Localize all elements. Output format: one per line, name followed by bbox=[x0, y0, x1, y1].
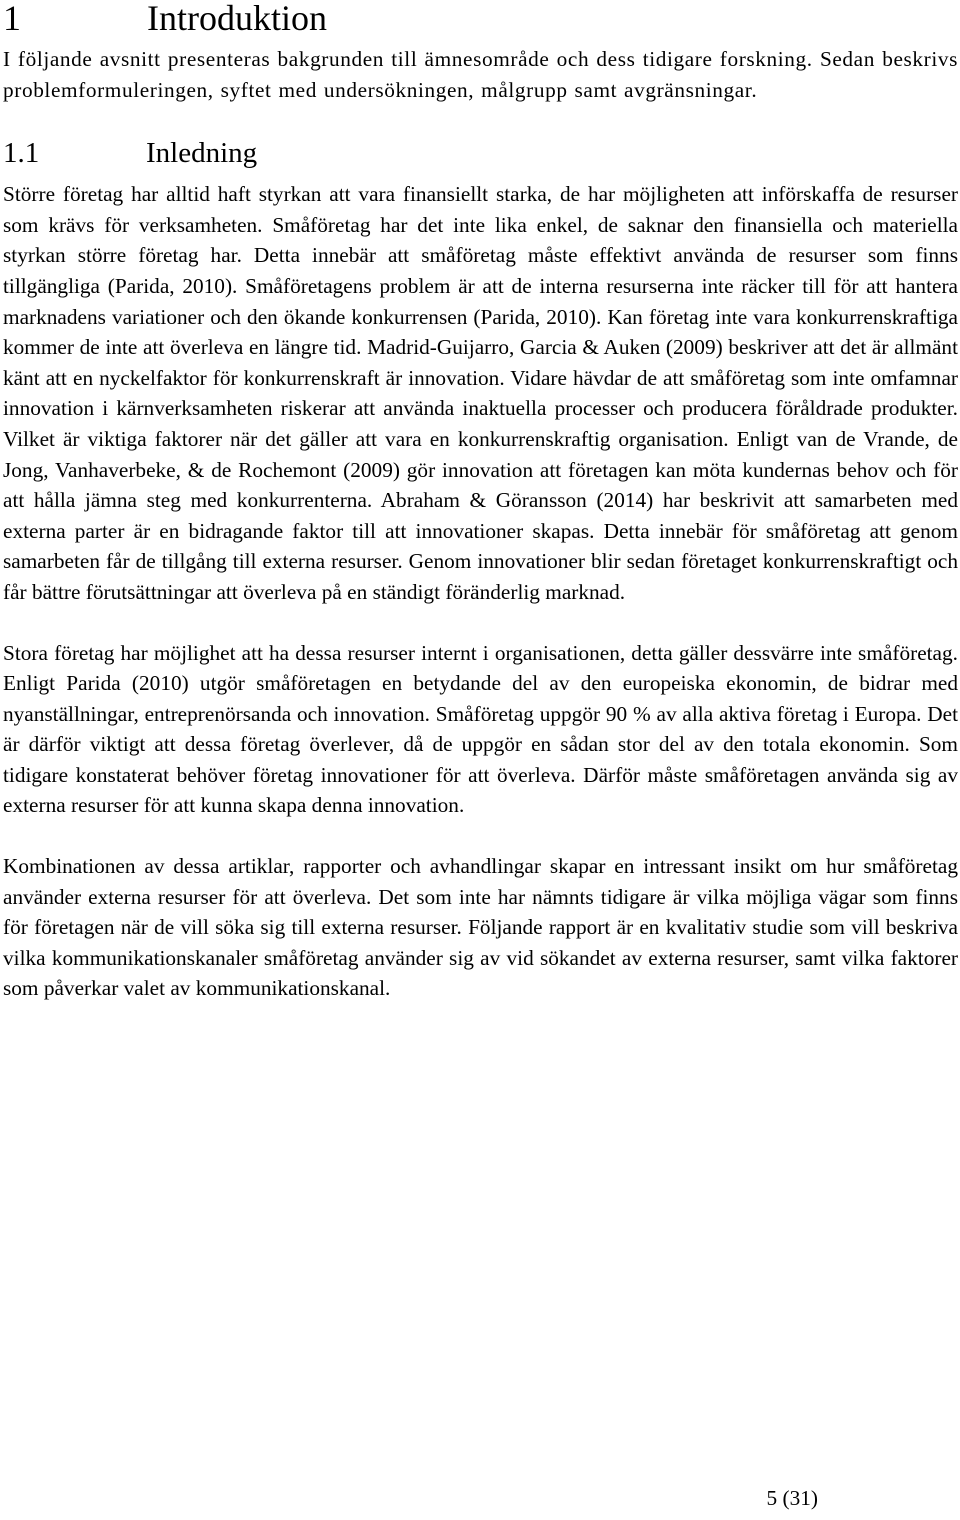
body-paragraph-1: Större företag har alltid haft styrkan att vara finansiellt starka, de har möjligheten att införskaffa de resurser som krävs för verksamheten. Småföretag har det inte lika enkel, de saknar den finansiella och materiella styrkan större företag har. Detta innebär att småföretag måste effektivt använda de resurser som finns tillgängliga (Parida, 2010). Småföretagens problem är att de interna resurserna inte räcker till för att hantera marknadens variationer och den ökande konkurrensen (Parida, 2010). Kan företag inte vara konkurrenskraftiga kommer de inte att överleva en längre tid. Madrid-Guijarro, Garcia & Auken (2009) beskriver att det är allmänt känt att en nyckelfaktor för konkurrenskraft är innovation. Vidare hävdar de att småföretag som inte omfamnar innovation i kärnverksamheten riskerar att använda inaktuella processer och producera föråldrade produkter. Vilket är viktiga faktorer när det gäller att vara en konkurrenskraftig organisation. Enligt van de Vrande, de Jong, Vanhaverbeke, & de Rochemont (2009) gör innovation att företagen kan möta kundernas behov och för att hålla jämna steg med konkurrenterna. Abraham & Göransson (2014) har beskrivit att samarbeten med externa parter är en bidragande faktor till att innovationer skapas. Detta innebär för småföretag att genom samarbeten får de tillgång till externa resurser. Genom innovationer blir sedan företaget konkurrenskraftigt och får bättre förutsättningar att överleva på en ständigt föränderlig marknad. bbox=[3, 182, 958, 604]
page-number: 5 (31) bbox=[766, 1486, 818, 1510]
subsection-title: Inledning bbox=[146, 137, 258, 170]
section-number: 1 bbox=[3, 0, 21, 38]
subsection-number: 1.1 bbox=[3, 137, 40, 170]
body-paragraph-3: Kombinationen av dessa artiklar, rapporter och avhandlingar skapar en intressant insikt om hur småföretag använder externa resurser för att överleva. Det som inte har nämnts tidigare är vilka möjliga vägar som finns för företagen när de vill söka sig till externa resurser. Följande rapport är en kvalitativ studie som vill beskriva vilka kommunikationskanaler småföretag använder sig av vid sökandet av externa resurser, samt vilka faktorer som påverkar valet av kommunikationskanal. bbox=[3, 854, 958, 1001]
section-title: Introduktion bbox=[147, 0, 327, 38]
body-paragraph-2: Stora företag har möjlighet att ha dessa resurser internt i organisationen, detta gäller dessvärre inte småföretag. Enligt Parida (2010) utgör småföretagen en betydande del av den europeiska ekonomin, de bidrar med nyanställningar, entreprenörsanda och innovation. Småföretag uppgör 90 % av alla aktiva företag i Europa. Det är därför viktigt att dessa företag överlever, då de uppgör en sådan stor del av den totala ekonomin. Som tidigare konstaterat behöver företag innovationer för att överleva. Därför måste småföretagen använda sig av externa resurser för att kunna skapa denna innovation. bbox=[3, 640, 958, 818]
subsection-heading bbox=[3, 138, 958, 168]
document-page bbox=[3, 0, 958, 1004]
section-heading bbox=[3, 0, 958, 36]
section-intro-paragraph: I följande avsnitt presenteras bakgrunden till ämnesområde och dess tidigare forskning. Sedan beskrivs problemformuleringen, syftet med undersökningen, målgrupp samt avgränsningar. bbox=[3, 47, 958, 102]
